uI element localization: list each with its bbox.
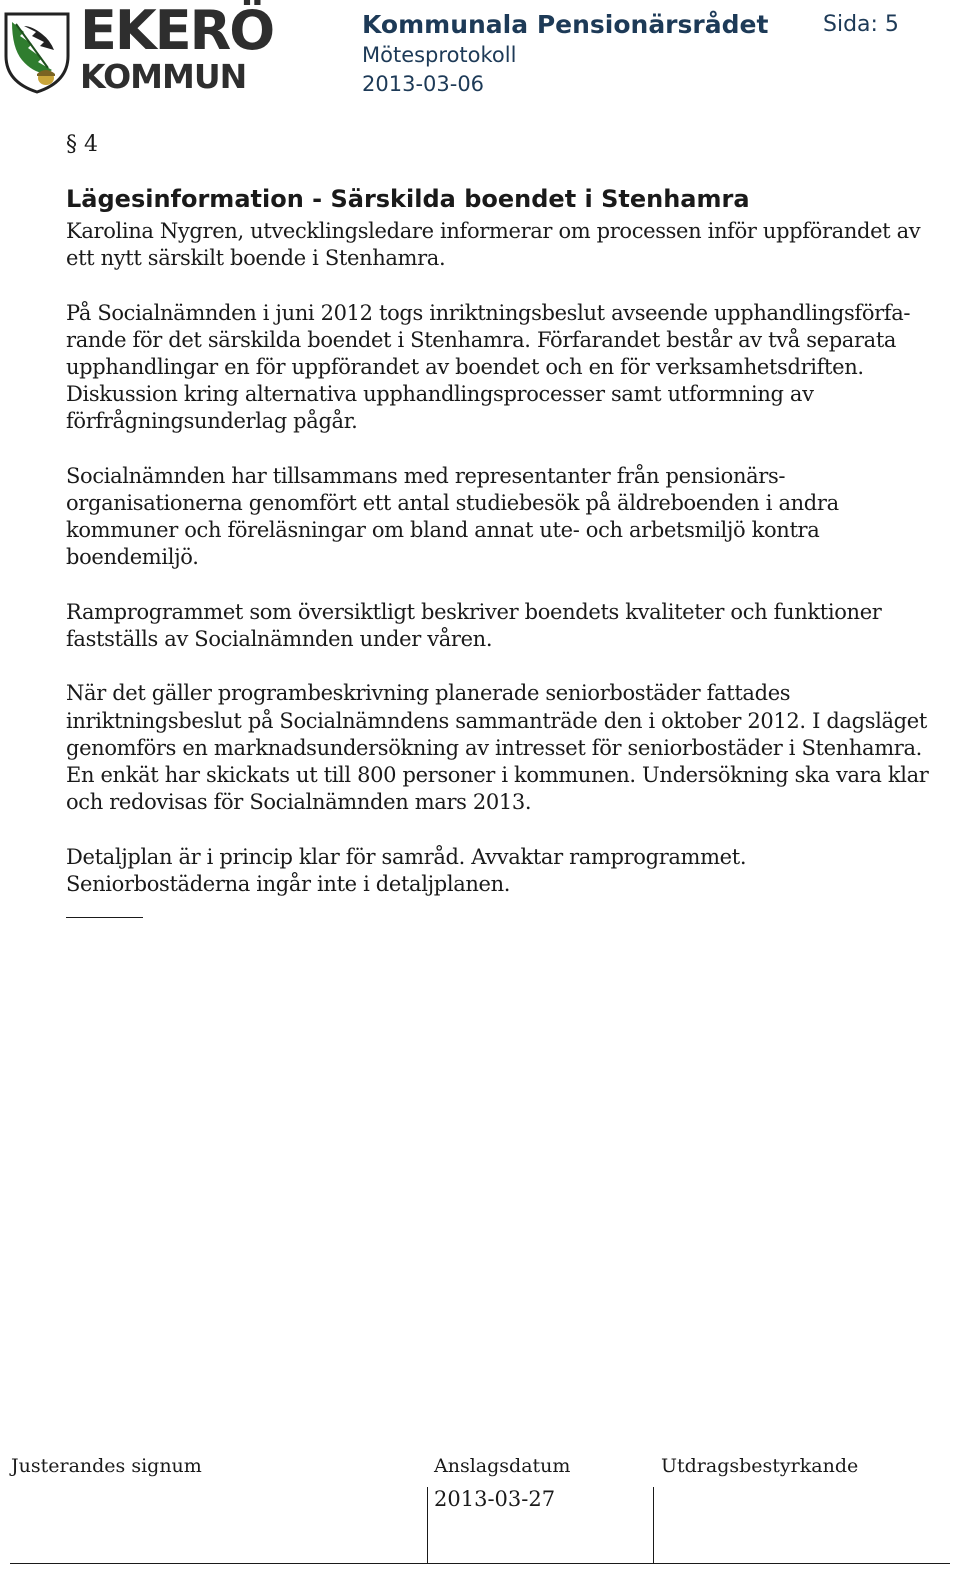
text-line: organisationerna genomfört ett antal studiebesök på äldreboenden i andra bbox=[66, 491, 839, 515]
text-line: En enkät har skickats ut till 800 personer i kommunen. Undersökning ska vara klar bbox=[66, 763, 929, 787]
ekero-kommun-logo bbox=[0, 0, 274, 100]
footer-divider bbox=[427, 1487, 428, 1563]
logo-text-kommun: KOMMUN bbox=[80, 57, 247, 96]
text-line: upphandlingar en för uppförandet av boendet och en för verksamhetsdriften. bbox=[66, 355, 864, 379]
logo-text-ekero: EKERÖ bbox=[80, 0, 274, 62]
oak-leaf-shield-icon bbox=[2, 10, 72, 94]
footer-signum-label: Justerandes signum bbox=[11, 1455, 202, 1477]
text-line: Socialnämnden har tillsammans med representanter från pensionärs- bbox=[66, 463, 786, 488]
paragraph bbox=[66, 218, 951, 272]
section-heading: Lägesinformation - Särskilda boendet i Stenhamra bbox=[66, 185, 750, 213]
text-line: inriktningsbeslut på Socialnämndens sammanträde den i oktober 2012. I dagsläget bbox=[66, 708, 927, 733]
paragraph bbox=[66, 680, 951, 816]
header-date: 2013-03-06 bbox=[362, 72, 485, 96]
header-subtitle: Mötesprotokoll bbox=[362, 43, 517, 67]
text-line: och redovisas för Socialnämnden mars 2013. bbox=[66, 790, 532, 815]
section-number: § 4 bbox=[66, 132, 98, 157]
text-line: Seniorbostäderna ingår inte i detaljplanen. bbox=[66, 871, 511, 896]
footer-anslag-label: Anslagsdatum bbox=[434, 1455, 571, 1477]
text-line: ett nytt särskilt boende i Stenhamra. bbox=[66, 246, 446, 271]
text-line: Karolina Nygren, utvecklingsledare informerar om processen inför uppförandet av bbox=[66, 219, 921, 243]
paragraph bbox=[66, 844, 951, 898]
body-text bbox=[66, 218, 951, 925]
paragraph bbox=[66, 599, 951, 653]
footer-anslag-date: 2013-03-27 bbox=[434, 1487, 556, 1511]
page-number: Sida: 5 bbox=[823, 12, 899, 37]
text-line: förfrågningsunderlag pågår. bbox=[66, 409, 358, 434]
footer-utdrag-label: Utdragsbestyrkande bbox=[661, 1455, 859, 1477]
footer-bottom-rule bbox=[10, 1563, 950, 1564]
paragraph bbox=[66, 463, 951, 572]
text-line: boendemiljö. bbox=[66, 545, 199, 570]
end-rule bbox=[66, 917, 143, 918]
text-line: rande för det särskilda boendet i Stenhamra. Förfarandet består av två separata bbox=[66, 327, 897, 352]
text-line: kommuner och föreläsningar om bland annat ute- och arbetsmiljö kontra bbox=[66, 518, 820, 543]
paragraph bbox=[66, 300, 951, 436]
text-line: På Socialnämnden i juni 2012 togs inriktningsbeslut avseende upphandlingsförfa- bbox=[66, 300, 911, 325]
footer-divider bbox=[653, 1487, 654, 1563]
text-line: fastställs av Socialnämnden under våren. bbox=[66, 627, 493, 651]
text-line: genomförs en marknadsundersökning av intresset för seniorbostäder i Stenhamra. bbox=[66, 735, 922, 760]
text-line: Diskussion kring alternativa upphandlingsprocesser samt utformning av bbox=[66, 382, 814, 407]
text-line: Detaljplan är i princip klar för samråd. Avvaktar ramprogrammet. bbox=[66, 844, 747, 869]
text-line: Ramprogrammet som översiktligt beskriver boendets kvaliteter och funktioner bbox=[66, 599, 882, 624]
header-title: Kommunala Pensionärsrådet bbox=[362, 10, 769, 39]
text-line: När det gäller programbeskrivning planerade seniorbostäder fattades bbox=[66, 681, 791, 706]
